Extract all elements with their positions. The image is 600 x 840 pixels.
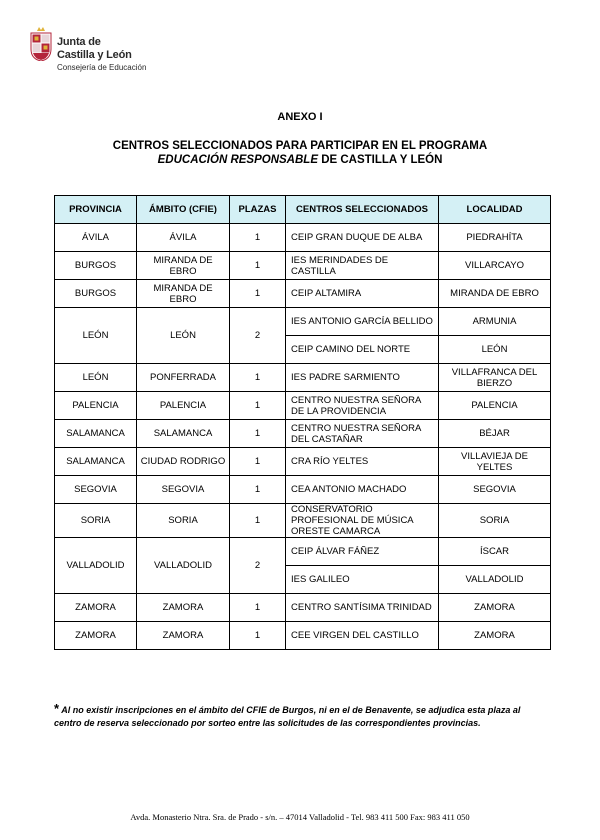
program-name: EDUCACIÓN RESPONSABLE [157,154,318,166]
cell-provincia: ZAMORA [55,594,137,622]
cell-plazas: 1 [230,622,286,650]
footnote-star: * [54,701,60,716]
cell-centro: CEIP GRAN DUQUE DE ALBA [286,224,439,252]
logo-line-3: Consejería de Educación [57,63,147,72]
table-row [55,308,551,336]
cell-localidad: PIEDRAHÍTA [439,224,551,252]
cell-plazas: 1 [230,392,286,420]
footnote [54,701,546,730]
cell-localidad: ZAMORA [439,594,551,622]
cell-centro: CEA ANTONIO MACHADO [286,476,439,504]
cell-centro: CRA RÍO YELTES [286,448,439,476]
cell-ambito: CIUDAD RODRIGO [137,448,230,476]
cell-plazas: 1 [230,280,286,308]
coat-of-arms-icon [30,27,52,61]
document-title-line-2 [0,154,600,166]
header-ambito: ÁMBITO (CFIE) [137,196,230,224]
cell-provincia: BURGOS [55,280,137,308]
cell-centro: IES ANTONIO GARCÍA BELLIDO [286,308,439,336]
table-row [55,504,551,538]
cell-centro: CENTRO NUESTRA SEÑORA DEL CASTAÑAR [286,420,439,448]
cell-plazas: 1 [230,476,286,504]
cell-provincia: PALENCIA [55,392,137,420]
cell-provincia: ÁVILA [55,224,137,252]
cell-centro: CENTRO SANTÍSIMA TRINIDAD [286,594,439,622]
cell-localidad: VILLARCAYO [439,252,551,280]
table-row [55,420,551,448]
table-row [55,280,551,308]
cell-provincia: LEÓN [55,364,137,392]
cell-ambito: ZAMORA [137,622,230,650]
cell-provincia: ZAMORA [55,622,137,650]
cell-ambito: MIRANDA DE EBRO [137,252,230,280]
program-region: DE CASTILLA Y LEÓN [318,154,443,166]
cell-ambito: PALENCIA [137,392,230,420]
cell-plazas: 1 [230,448,286,476]
cell-provincia: LEÓN [55,308,137,364]
cell-localidad: MIRANDA DE EBRO [439,280,551,308]
document-title-line-1: CENTROS SELECCIONADOS PARA PARTICIPAR EN EL PROGRAMA [112,140,488,152]
cell-localidad: BÉJAR [439,420,551,448]
cell-ambito: SORIA [137,504,230,538]
cell-plazas: 1 [230,504,286,538]
header-localidad: LOCALIDAD [439,196,551,224]
cell-centro: IES GALILEO [286,566,439,594]
page-footer-address: Avda. Monasterio Ntra. Sra. de Prado - s/n. – 47014 Valladolid - Tel. 983 411 500 Fax: 983 411 050 [130,812,470,822]
selected-centers-table [54,195,551,650]
table-row [55,476,551,504]
cell-provincia: SORIA [55,504,137,538]
table-body [55,224,551,650]
cell-plazas: 2 [230,308,286,364]
cell-ambito: LEÓN [137,308,230,364]
cell-provincia: VALLADOLID [55,538,137,594]
cell-localidad: PALENCIA [439,392,551,420]
cell-centro: CEIP CAMINO DEL NORTE [286,336,439,364]
cell-plazas: 2 [230,538,286,594]
cell-provincia: SEGOVIA [55,476,137,504]
cell-centro: IES MERINDADES DE CASTILLA [286,252,439,280]
table-row [55,392,551,420]
cell-localidad: VILLAFRANCA DEL BIERZO [439,364,551,392]
cell-localidad: VILLAVIEJA DE YELTES [439,448,551,476]
cell-plazas: 1 [230,364,286,392]
logo-line-2: Castilla y León [57,49,132,61]
cell-centro: CEIP ÁLVAR FÁÑEZ [286,538,439,566]
cell-centro: CENTRO NUESTRA SEÑORA DE LA PROVIDENCIA [286,392,439,420]
header-provincia: PROVINCIA [55,196,137,224]
cell-ambito: PONFERRADA [137,364,230,392]
footnote-text: Al no existir inscripciones en el ámbito del CFIE de Burgos, ni en el de Benavente, se adjudica esta plaza al centro de reserva seleccionado por sorteo entre las solicitudes de las correspondientes provincias. [54,705,521,728]
table-row [55,594,551,622]
cell-centro: CEE VIRGEN DEL CASTILLO [286,622,439,650]
cell-plazas: 1 [230,420,286,448]
table-row [55,252,551,280]
cell-localidad: LEÓN [439,336,551,364]
annex-title: ANEXO I [277,111,323,123]
logo [30,27,180,75]
cell-centro: IES PADRE SARMIENTO [286,364,439,392]
cell-ambito: MIRANDA DE EBRO [137,280,230,308]
table-row [55,224,551,252]
cell-localidad: SEGOVIA [439,476,551,504]
cell-ambito: ÁVILA [137,224,230,252]
cell-ambito: ZAMORA [137,594,230,622]
table-row [55,364,551,392]
cell-provincia: BURGOS [55,252,137,280]
cell-centro: CEIP ALTAMIRA [286,280,439,308]
cell-localidad: ZAMORA [439,622,551,650]
header-plazas: PLAZAS [230,196,286,224]
cell-centro: CONSERVATORIO PROFESIONAL DE MÚSICA ORESTE CAMARCA [286,504,439,538]
cell-plazas: 1 [230,594,286,622]
cell-localidad: SORIA [439,504,551,538]
table-row [55,448,551,476]
cell-localidad: ÍSCAR [439,538,551,566]
cell-localidad: ARMUNIA [439,308,551,336]
table-header-row [55,196,551,224]
cell-plazas: 1 [230,252,286,280]
cell-provincia: SALAMANCA [55,420,137,448]
cell-ambito: SEGOVIA [137,476,230,504]
logo-line-1: Junta de [57,36,101,48]
cell-ambito: VALLADOLID [137,538,230,594]
cell-plazas: 1 [230,224,286,252]
table-row [55,622,551,650]
table-row [55,538,551,566]
cell-provincia: SALAMANCA [55,448,137,476]
cell-localidad: VALLADOLID [439,566,551,594]
header-centros: CENTROS SELECCIONADOS [286,196,439,224]
cell-ambito: SALAMANCA [137,420,230,448]
